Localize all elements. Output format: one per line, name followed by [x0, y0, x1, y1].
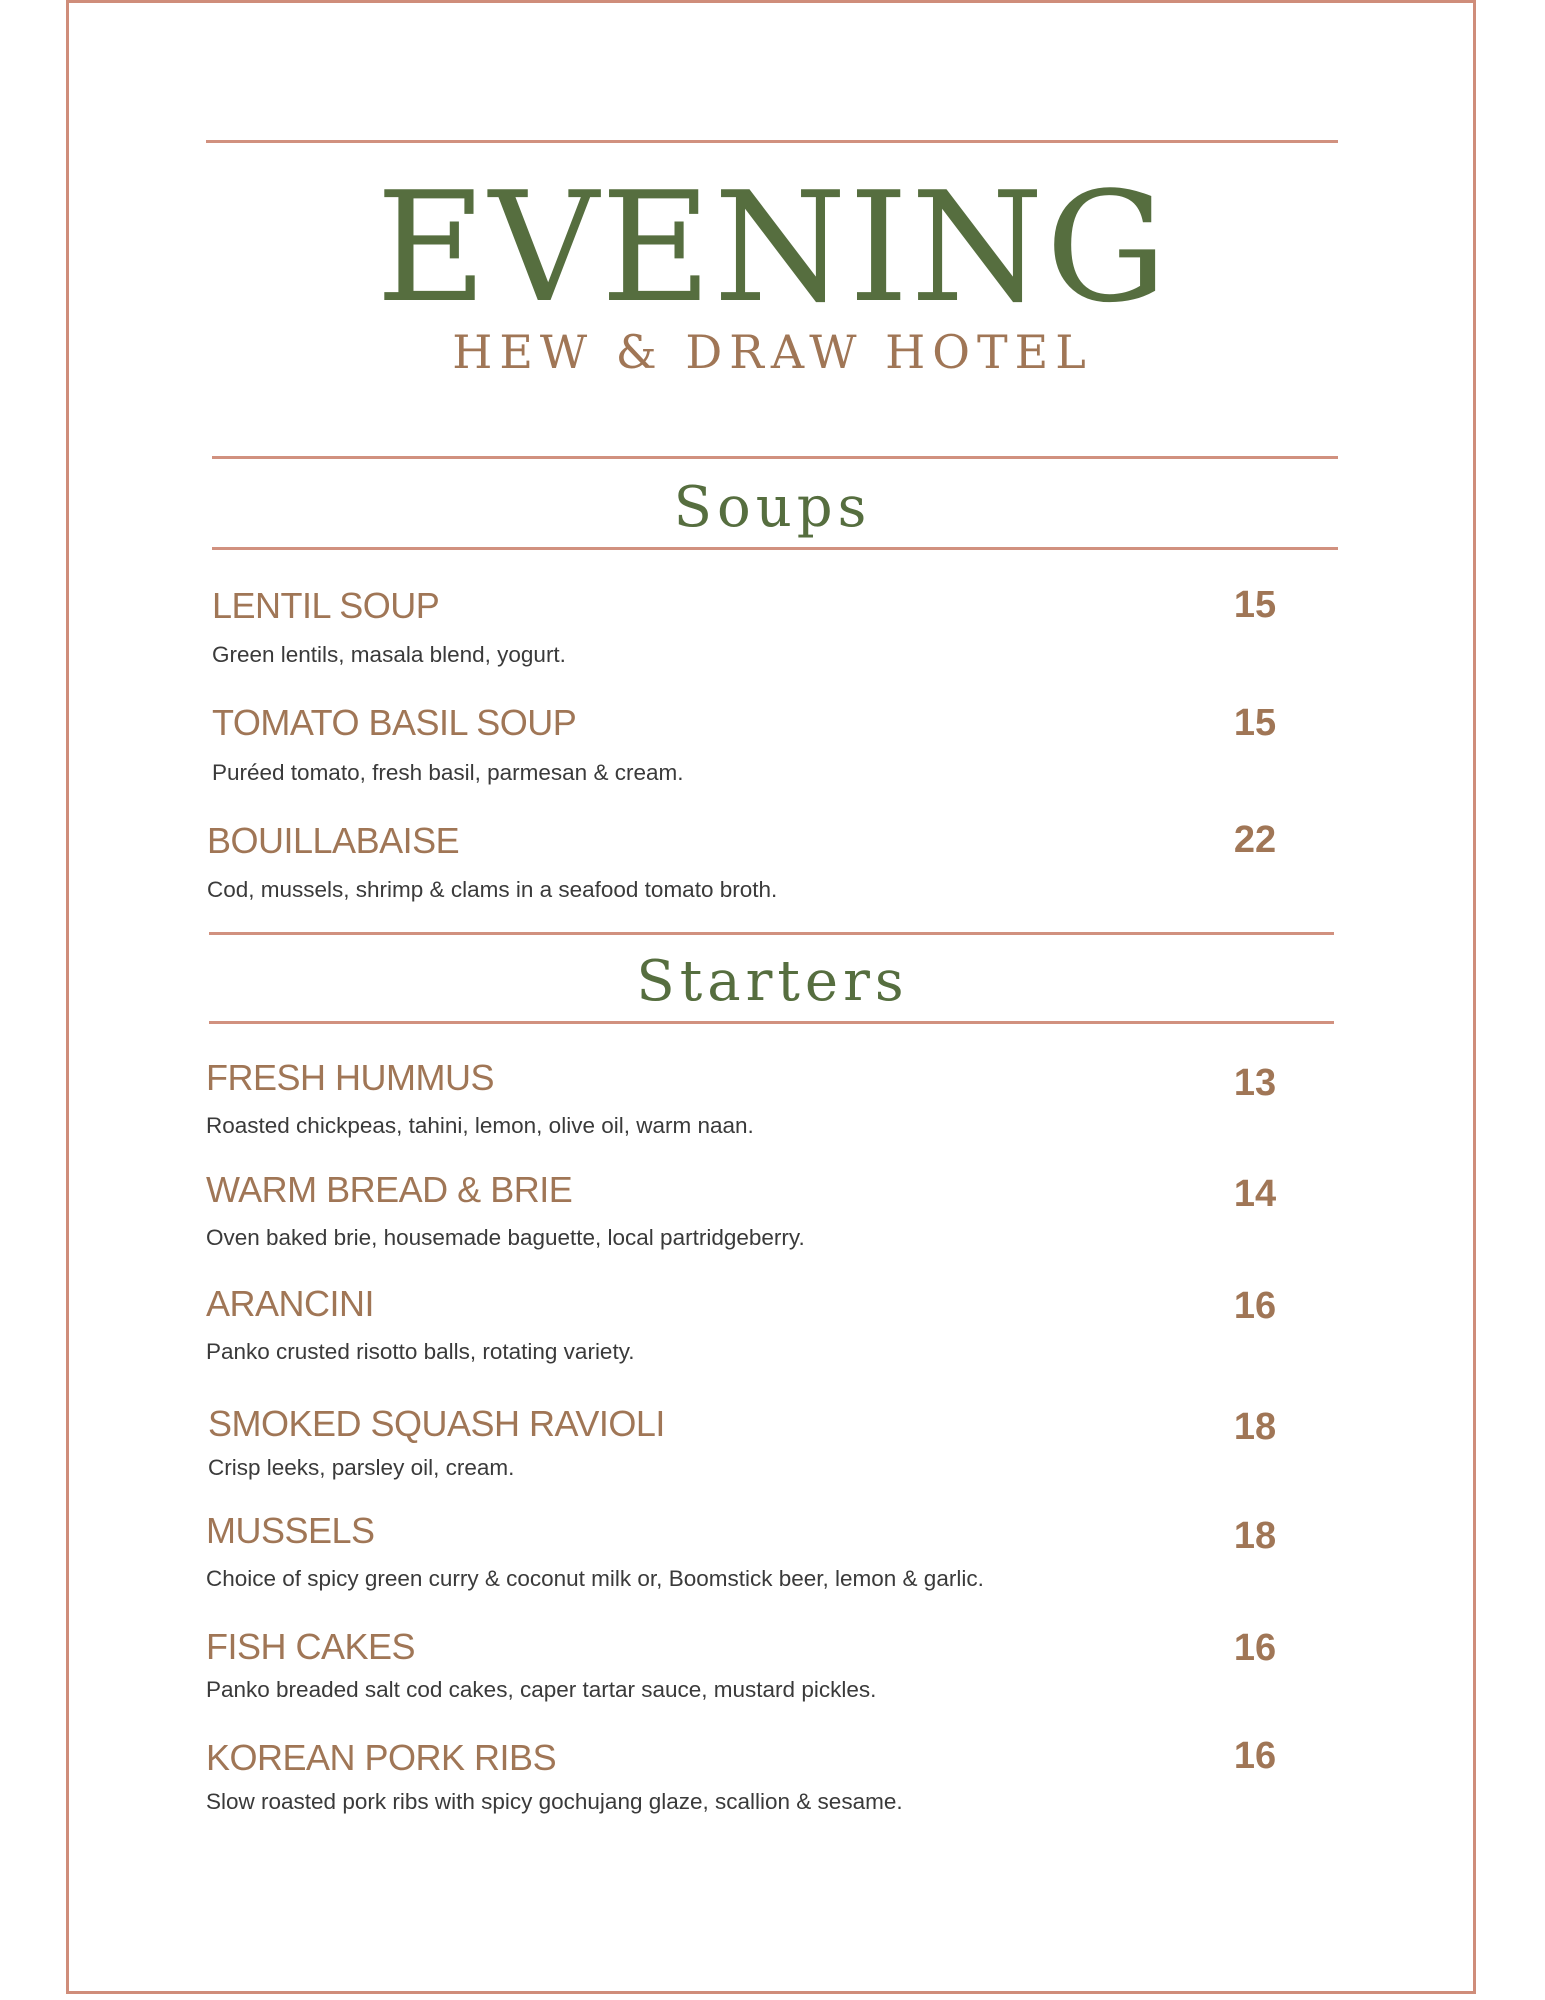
item-description: Puréed tomato, fresh basil, parmesan & cream. — [212, 760, 684, 785]
item-price: 16 — [1233, 1627, 1277, 1669]
section-heading-starters: Starters — [636, 949, 909, 1014]
soups-bottom-divider — [212, 547, 1338, 550]
item-description: Oven baked brie, housemade baguette, local partridgeberry. — [206, 1225, 805, 1250]
starters-top-divider — [209, 932, 1334, 935]
item-price: 18 — [1233, 1515, 1277, 1557]
item-description: Panko crusted risotto balls, rotating variety. — [206, 1339, 635, 1364]
item-name: ARANCINI — [206, 1283, 375, 1324]
starters-bottom-divider — [209, 1021, 1334, 1024]
section-heading-soups: Soups — [673, 475, 872, 540]
header-top-divider — [206, 140, 1338, 143]
item-price: 14 — [1233, 1173, 1277, 1215]
item-name: FISH CAKES — [206, 1626, 416, 1667]
item-price: 15 — [1233, 584, 1277, 626]
item-description: Cod, mussels, shrimp & clams in a seafood tomato broth. — [207, 877, 778, 902]
item-description: Roasted chickpeas, tahini, lemon, olive oil, warm naan. — [206, 1113, 754, 1138]
item-price: 15 — [1233, 702, 1277, 744]
soups-top-divider — [212, 456, 1338, 459]
item-name: TOMATO BASIL SOUP — [212, 702, 577, 743]
item-price: 16 — [1233, 1735, 1277, 1777]
hotel-name: HEW & DRAW HOTEL — [452, 325, 1093, 379]
menu-title: EVENING — [375, 159, 1170, 336]
item-name: LENTIL SOUP — [212, 585, 440, 626]
item-name: KOREAN PORK RIBS — [206, 1737, 557, 1778]
item-description: Slow roasted pork ribs with spicy gochujang glaze, scallion & sesame. — [206, 1789, 903, 1814]
item-name: SMOKED SQUASH RAVIOLI — [208, 1403, 665, 1444]
item-price: 13 — [1233, 1062, 1277, 1104]
item-price: 22 — [1233, 819, 1277, 861]
item-description: Panko breaded salt cod cakes, caper tartar sauce, mustard pickles. — [206, 1677, 877, 1702]
item-price: 18 — [1233, 1406, 1277, 1448]
item-price: 16 — [1233, 1285, 1277, 1327]
item-name: FRESH HUMMUS — [206, 1057, 494, 1098]
item-description: Choice of spicy green curry & coconut milk or, Boomstick beer, lemon & garlic. — [206, 1566, 984, 1591]
item-description: Crisp leeks, parsley oil, cream. — [208, 1455, 515, 1480]
item-name: WARM BREAD & BRIE — [206, 1169, 573, 1210]
item-description: Green lentils, masala blend, yogurt. — [212, 642, 566, 667]
item-name: BOUILLABAISE — [207, 820, 460, 861]
item-name: MUSSELS — [206, 1510, 375, 1551]
